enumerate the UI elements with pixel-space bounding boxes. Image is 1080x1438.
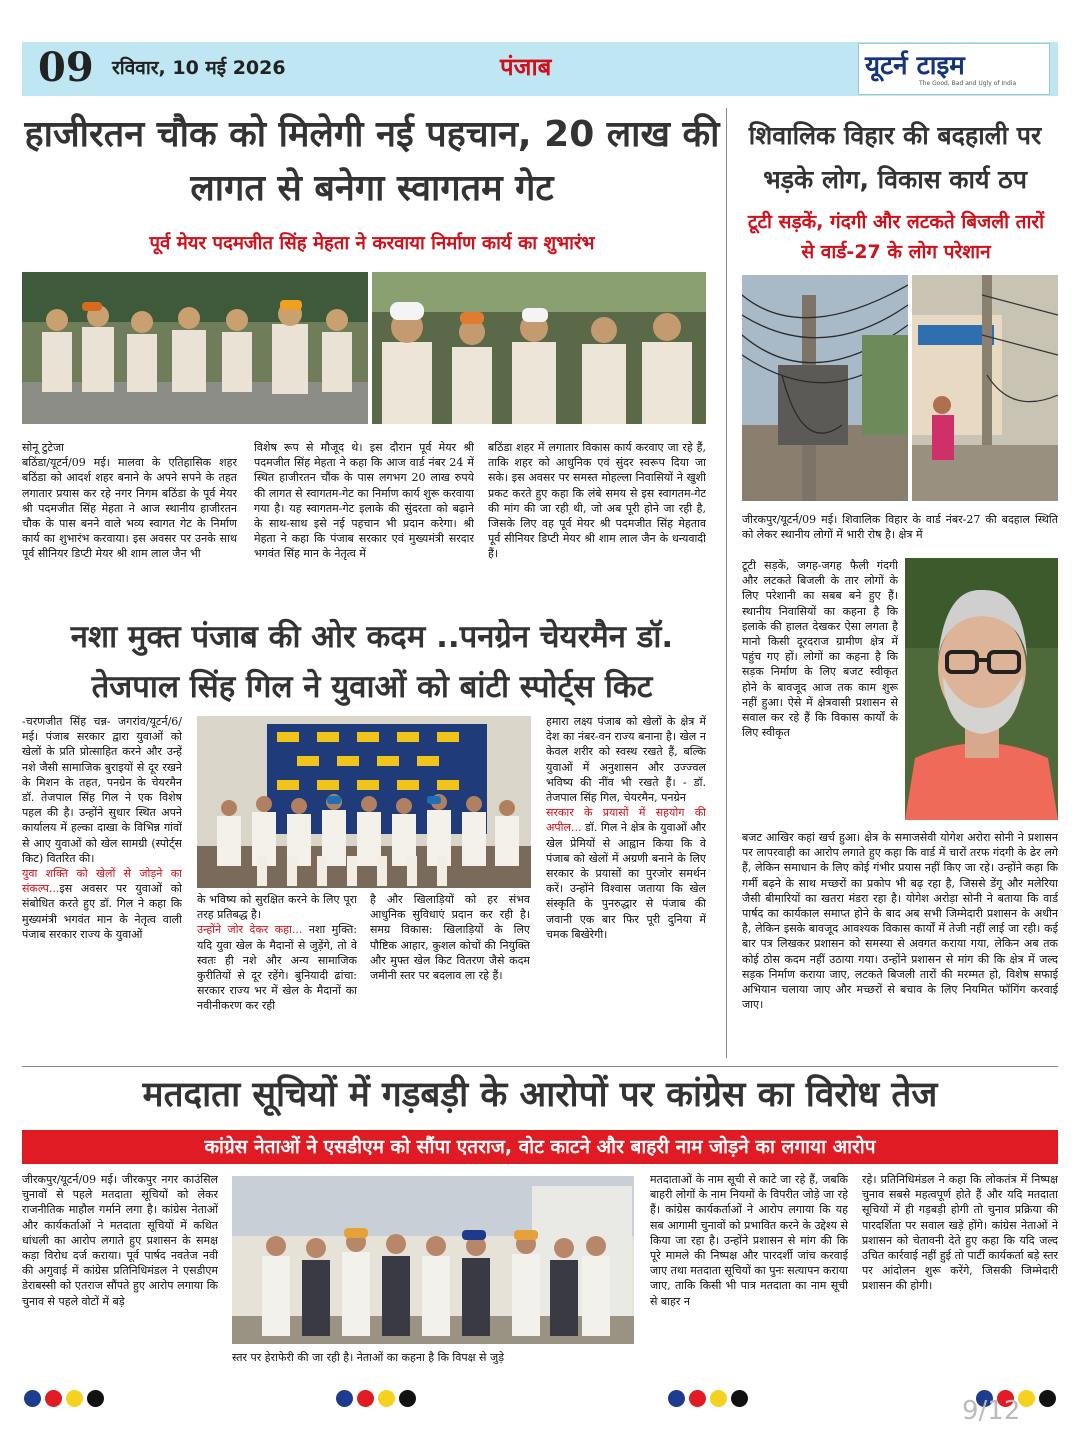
story3-body-1b: इस अवसर पर युवाओं को संबोधित करते हुए डॉ. गिल ने कहा कि मुख्यमंत्री भगवंत मान के नेतृत्व वाली पंजाब सरकार राज्य के युवाओं [22, 882, 182, 941]
story2-photo-street [912, 275, 1058, 501]
story2-subhead: टूटी सड़कें, गंदगी और लटकते बिजली तारों से वार्ड-27 के लोग परेशान [747, 211, 1045, 263]
story4-column-1: जीरकपुर/यूटर्न/09 मई। जीरकपुर नगर काउंसिल चुनावों से पहले मतदाता सूचियों को लेकर राजनीतिक माहौल गर्माने लगा है। कांग्रेस नेताओं और कार्यकर्ताओं ने मतदाता सूचियों में कथित धांधली का आरोप लगाते हुए प्रशासन के समक्ष कड़ा विरोध दर्ज कराया। पूर्व पार्षद नवतेज नवी की अगुवाई में कांग्रेस प्रतिनिधिमंडल ने एसडीएम डेराबस्सी को एतराज सौंपते हुए आरोप लगाया कि चुनाव से पहले वोटों में बड़े [22, 1173, 218, 1308]
story1-column-3: बठिंडा शहर में लगातार विकास कार्य करवाए जा रहे हैं, ताकि शहर को आधुनिक एवं सुंदर स्वरूप दिया जा सके। इस अवसर पर समस्त मोहल्ला निवासियों ने खुशी प्रकट करते हुए कहा कि लंबे समय से इस स्वागतम-गेट की मांग की जा रही थी, जो अब पूरी होने जा रही है, जिसके लिए वह पूर्व मेयर श्री पदमजीत सिंह मेहताव पूर्व सीनियर डिप्टी मेयर श्री शाम लाल जैन के धन्यवादी हैं। [488, 441, 706, 561]
column-divider [726, 108, 727, 1058]
story3-body-2b: नशा मुक्ति: यदि युवा खेल के मैदानों से जुड़ेंगे, तो वे स्वतः ही नशे और अन्य सामाजिक कुरीतियों से दूर रहेंगे। बुनियादी ढांचा: सरकार राज्य भर में खेल के मैदानों का नवीनीकरण कर रही [197, 923, 357, 1013]
story3-column-2 [197, 892, 357, 1064]
story3-column-1 [22, 714, 182, 1066]
story4-subhead-bar: कांग्रेस नेताओं ने एसडीएम को सौंपा एतराज, वोट काटने और बाहरी नाम जोड़ने का लगाया आरोप [22, 1130, 1058, 1164]
story1-photo-right [372, 272, 706, 424]
story3-column-4 [546, 714, 706, 1066]
story2-portrait-photo [905, 558, 1058, 820]
page-number: 09 [38, 44, 94, 91]
story3-column-3: है और खिलाड़ियों को हर संभव आधुनिक सुविधाएं प्रदान कर रही है। समग्र विकास: खिलाड़ियों के लिए पौष्टिक आहार, कुशल कोचों की नियुक्ति और मुफ्त खेल किट वितरण जैसे कदम जमीनी स्तर पर बदलाव ला रहे हैं। [370, 893, 530, 983]
section-title: पंजाब [500, 53, 552, 81]
story3-headline: नशा मुक्त पंजाब की ओर कदम ..पनग्रेन चेयरमैन डॉ. तेजपाल सिंह गिल ने युवाओं को बांटी स्पोर्ट्स किट [70, 619, 674, 705]
print-registration-marks-1 [24, 1390, 104, 1410]
print-registration-marks-2 [336, 1390, 416, 1410]
story3-group-photo [197, 716, 531, 888]
page-indicator[interactable]: 9/12 [962, 1396, 1021, 1426]
story4-group-photo [232, 1176, 634, 1344]
logo-text: यूटर्न टाइम [865, 51, 965, 81]
story3-subhead-1: युवा शक्ति को खेलों से जोड़ने का संकल्प... [22, 867, 182, 896]
newspaper-logo [858, 43, 1050, 95]
story1-column-1 [22, 440, 237, 604]
story2-photo-wires [742, 275, 908, 501]
story1-photo-left [22, 272, 368, 424]
story1-byline: सोनू टुटेजा [22, 441, 64, 454]
section-divider [22, 1066, 1058, 1067]
story1-column-2: विशेष रूप से मौजूद थे। इस दौरान पूर्व मेयर श्री पदमजीत सिंह मेहता ने कहा कि आज वार्ड नंबर 24 में स्थित हाजीरतन चौंक के पास लगभग 20 लाख रुपये की लागत से स्वागतम-गेट का निर्माण कार्य शुरू करवाया गया है। यह स्वागतम-गेट इलाके की सुंदरता को बढ़ाने के साथ-साथ इसे नई पहचान भी प्रदान करेगा। श्री मेहता ने कहा कि पंजाब सरकार एवं मुख्यमंत्री सरदार भगवंत सिंह मान के नेतृत्व में [254, 441, 474, 561]
story4-column-4: रहे। प्रतिनिधिमंडल ने कहा कि लोकतंत्र में निष्पक्ष चुनाव सबसे महत्वपूर्ण होते हैं और यदि मतदाता सूचियों में ही गड़बड़ी होगी तो चुनाव प्रक्रिया की पारदर्शिता पर सवाल खड़े होंगे। कांग्रेस नेताओं ने प्रशासन को चेतावनी देते हुए कहा कि यदि जल्द उचित कार्रवाई नहीं हुई तो पार्टी कार्यकर्ता बड़े स्तर पर आंदोलन शुरू करेंगे, जिसकी जिम्मेदारी प्रशासन की होगी। [862, 1173, 1058, 1293]
story4-column-3: मतदाताओं के नाम सूची से काटे जा रहे हैं, जबकि बाहरी लोगों के नाम नियमों के विपरीत जोड़े जा रहे हैं। कांग्रेस कार्यकर्ताओं ने आरोप लगाया कि यह सब आगामी चुनावों को प्रभावित करने के उद्देश्य से किया जा रहा है। उन्होंने प्रशासन से मांग की कि पूरे मामले की निष्पक्ष और पारदर्शी जांच करवाई जाए तथा मतदाता सूचियों का पुनः सत्यापन कराया जाए, ताकि किसी भी पात्र मतदाता का नाम सूची से बाहर न [650, 1173, 848, 1308]
issue-date: रविवार, 10 मई 2026 [112, 57, 286, 79]
story1-subhead: पूर्व मेयर पदमजीत सिंह मेहता ने करवाया निर्माण कार्य का शुभारंभ [149, 233, 595, 254]
print-registration-marks-3 [668, 1390, 748, 1410]
story3-body-2a: के भविष्य को सुरक्षित करने के लिए पूरा तरह प्रतिबद्ध है। [197, 893, 357, 922]
story3-subhead-3: सरकार के प्रयासों में सहयोग की अपील... [546, 806, 706, 835]
story2-text-bottom: बजट आखिर कहां खर्च हुआ। क्षेत्र के समाजसेवी योगेश अरोरा सोनी ने प्रशासन पर लापरवाही का आरोप लगाते हुए कहा कि वार्ड में चारों तरफ गंदगी के ढेर लगे हैं, लेकिन समाधान के लिए कोई गंभीर प्रयास नहीं किए जा रहे। उन्होंने कहा कि गर्मी बढ़ने के साथ मच्छरों का प्रकोप भी बढ़ रहा है, जिससे डेंगू और मलेरिया जैसी बीमारियों का खतरा मंडरा रहा है। योगेश अरोड़ा सोनी ने बताया कि वार्ड पार्षद का कार्यकाल समाप्त होने के बाद अब सभी जिम्मेदारी प्रशासन के अधीन है, लेकिन इसके बावजूद आवश्यक विकास कार्यों में तेजी नहीं लाई जा रही। कई बार पत्र लिखकर प्रशासन को समस्या से अवगत कराया गया, लेकिन अब तक कोई ठोस कदम नहीं उठाया गया। उन्होंने प्रशासन से मांग की कि क्षेत्र में जल्द सड़क निर्माण कराया जाए, लटकते बिजली तारों की मरम्मत हो, विशेष सफाई अभियान चलाया जाए और मच्छरों से बचाव के लिए नियमित फॉगिंग करवाई जाए। [742, 831, 1058, 1012]
story3-quote: हमारा लक्ष्य पंजाब को खेलों के क्षेत्र में देश का नंबर-वन राज्य बनाना है। खेल न केवल शरीर को स्वस्थ रखते हैं, बल्कि युवाओं में अनुशासन और उज्ज्वल भविष्य की नींव भी रखते हैं। - डॉ. तेजपाल सिंह गिल, चेयरमैन, पनग्रेन [546, 715, 706, 805]
story2-text-side: टूटी सड़कें, जगह-जगह फैली गंदगी और लटकते बिजली के तार लोगों के लिए परेशानी का सबब बने हुए हैं। स्थानीय निवासियों का कहना है कि इलाके की हालत देखकर ऐसा लगता है मानो किसी दूरदराज ग्रामीण क्षेत्र में पहुंच गए हों। लोगों का कहना है कि सड़क निर्माण के लिए बजट स्वीकृत होने के बावजूद आज तक काम शुरू नहीं हुआ। ऐसे में क्षेत्रवासी प्रशासन से सवाल कर रहे हैं कि विकास कार्यों के लिए स्वीकृत [742, 559, 898, 740]
story4-headline: मतदाता सूचियों में गड़बड़ी के आरोपों पर कांग्रेस का विरोध तेज [142, 1075, 938, 1115]
story1-body-1: बठिंडा/यूटर्न/09 मई। मालवा के एतिहासिक शहर बठिंडा को आदर्श शहर बनाने के अपने सपने के तहत लगातार प्रयास कर रहे नगर निगम बठिंडा के पूर्व मेयर श्री पदमजीत सिंह मेहता ने आज स्थानीय हाजीरतन चौक के पास बनने वाले भव्य स्वागत गेट के निर्माण कार्य का शुभारंभ करवाया। इस अवसर पर उनके साथ पूर्व सीनियर डिप्टी मेयर श्री शाम लाल जैन भी [22, 456, 237, 561]
story2-text-top: जीरकपुर/यूटर्न/09 मई। शिवालिक विहार के वार्ड नंबर-27 की बदहाल स्थिति को लेकर स्थानीय लोगों में भारी रोष है। क्षेत्र में [742, 513, 1058, 542]
story1-headline: हाजीरतन चौक को मिलेगी नई पहचान, 20 लाख की लागत से बनेगा स्वागतम गेट [24, 114, 720, 209]
story3-body-4b: डॉ. गिल ने क्षेत्र के युवाओं और खेल प्रेमियों से आह्वान किया कि वे पंजाब को खेलों में अग्रणी बनाने के लिए सरकार के प्रयासों का पुरजोर समर्थन करें। उन्होंने विश्वास जताया कि खेल संस्कृति के पुनरुद्धार से पंजाब की जवानी एक बार फिर पूरी दुनिया में चमक बिखेरेगी। [546, 821, 706, 941]
story3-subhead-2: उन्होंने जोर देकर कहा... [197, 923, 303, 937]
story2-headline: शिवालिक विहार की बदहाली पर भड़के लोग, विकास कार्य ठप [748, 121, 1042, 194]
story3-body-1: -चरणजीत सिंह चन्न- जगरांव/यूटर्न/6/मई। पंजाब सरकार द्वारा युवाओं को खेलों के प्रति प्रोत्साहित करने और उन्हें नशे जैसी सामाजिक बुराइयों से दूर रखने के मिशन के तहत, पनग्रेन के चेयरमैन डॉ. तेजपाल सिंह गिल ने एक विशेष पहल की है। उन्होंने सुधार स्थित अपने कार्यालय में हल्का दाखा के विभिन्न गांवों से आए युवाओं को खेल सामग्री (स्पोर्ट्स किट) वितरित की। [22, 715, 182, 865]
story4-column-2: स्तर पर हेराफेरी की जा रही है। नेताओं का कहना है कि विपक्ष से जुड़े [232, 1351, 504, 1364]
logo-tagline: The Good, Bad and Ugly of India [919, 80, 1017, 87]
